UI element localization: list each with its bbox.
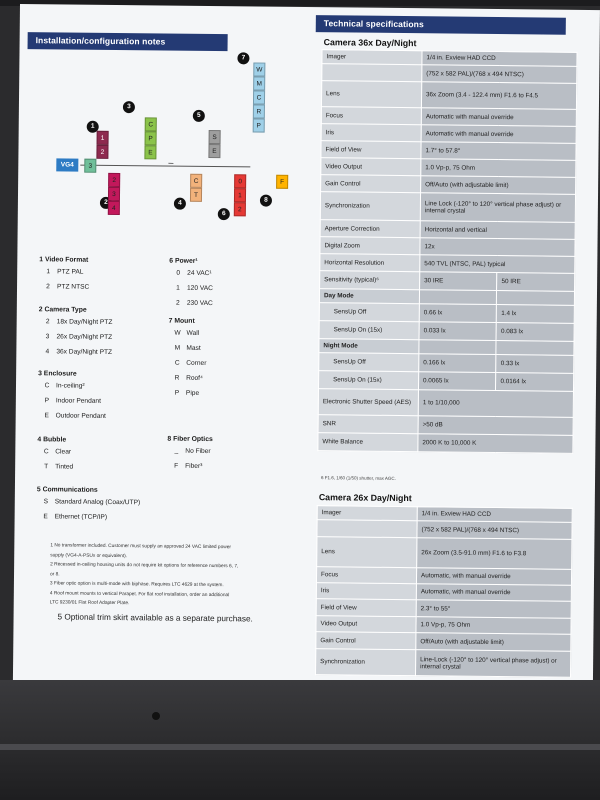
option-code: C bbox=[174, 359, 180, 367]
option-label: Fiber³ bbox=[185, 462, 203, 470]
spec-key: Focus bbox=[321, 107, 421, 125]
spec-key: Imager bbox=[322, 50, 422, 65]
callout-badge-8: 8 bbox=[260, 195, 272, 207]
spec-value-a: 0.0065 lx bbox=[418, 372, 496, 391]
spec-key: Lens bbox=[321, 81, 421, 108]
spec-value: 1/4 in. Exview HAD CCD bbox=[417, 507, 572, 523]
option-label: 36x Day/Night PTZ bbox=[56, 348, 113, 356]
spec-key: Field of View bbox=[316, 599, 416, 617]
spec-value: 1.0 Vp-p, 75 Ohm bbox=[416, 617, 571, 635]
option-label: No Fiber bbox=[185, 447, 211, 456]
spec-key: Digital Zoom bbox=[320, 237, 420, 255]
option-code: 0 bbox=[176, 269, 181, 277]
option-block-2-4: 4 bbox=[108, 201, 120, 215]
option-item bbox=[168, 375, 296, 383]
option-item bbox=[37, 463, 165, 471]
spec-value: 2000 K to 10,000 K bbox=[418, 434, 573, 454]
installation-notes-header: Installation/configuration notes bbox=[28, 32, 228, 51]
option-label: Clear bbox=[55, 448, 72, 456]
option-code: T bbox=[44, 463, 49, 471]
option-block-7-P: P bbox=[253, 118, 265, 132]
option-item bbox=[38, 412, 166, 420]
spec-value: >50 dB bbox=[418, 416, 573, 436]
spec-key: Horizontal Resolution bbox=[320, 254, 420, 272]
webcam-dot bbox=[152, 712, 160, 720]
trim-skirt-note: 5 Optional trim skirt available as a separate purchase. bbox=[57, 612, 253, 624]
option-block-3-E: E bbox=[144, 145, 156, 159]
option-item bbox=[38, 348, 166, 356]
option-block-3-C: C bbox=[145, 117, 157, 131]
option-label: Pipe bbox=[185, 389, 200, 397]
footnote-line: 1 No transformer included. Customer must supply an approved 24 VAC limited power bbox=[50, 543, 232, 551]
spec-value: (752 x 582 PAL)/(768 x 494 NTSC) bbox=[417, 521, 572, 540]
callout-badge-7: 7 bbox=[237, 52, 249, 64]
monitor-bottom-bezel bbox=[0, 680, 600, 800]
spec-value: Off/Auto (with adjustable limit) bbox=[421, 176, 576, 195]
option-group-2 bbox=[38, 306, 167, 364]
option-item bbox=[37, 448, 165, 456]
option-groups bbox=[36, 256, 299, 521]
spec-value-a: 0.66 lx bbox=[419, 304, 497, 323]
option-group-title: 8 Fiber Optics bbox=[167, 435, 213, 444]
option-code: 2 bbox=[45, 318, 50, 326]
spec-key: SensUp On (15x) bbox=[319, 321, 419, 340]
callout-badge-1: 1 bbox=[87, 121, 99, 133]
option-block-1-3: 3 bbox=[84, 159, 96, 173]
spec-key: Sensitivity (typical)⁶ bbox=[320, 271, 420, 290]
laptop-edge bbox=[0, 744, 600, 750]
spec-row bbox=[318, 433, 573, 454]
document-screen bbox=[13, 4, 600, 686]
option-item bbox=[168, 345, 296, 353]
spec-row bbox=[320, 192, 575, 223]
camera-36x-spec-table bbox=[317, 49, 577, 454]
callout-badge-4: 4 bbox=[174, 198, 186, 210]
spec-key: Video Output bbox=[316, 616, 416, 633]
right-column bbox=[293, 7, 600, 686]
option-block-6-1: 1 bbox=[234, 188, 246, 202]
option-item bbox=[38, 333, 166, 341]
option-label: In-ceiling² bbox=[55, 382, 85, 390]
technical-specifications-header: Technical specifications bbox=[316, 15, 566, 35]
base-model-label: VG4 bbox=[56, 158, 78, 171]
spec-value-a bbox=[419, 340, 497, 355]
spec-value: 1/4 in. Exview HAD CCD bbox=[422, 51, 577, 67]
option-group-title: 1 Video Format bbox=[39, 256, 89, 264]
footnote-line: or 8. bbox=[50, 571, 60, 577]
spec-key: SensUp Off bbox=[319, 303, 419, 322]
spec-key: Night Mode bbox=[319, 339, 419, 354]
option-code: C bbox=[44, 382, 50, 390]
option-block-1-2: 2 bbox=[96, 145, 108, 159]
camera-26x-spec-table bbox=[315, 505, 573, 678]
configuration-diagram bbox=[28, 44, 295, 227]
spec-value-b: 0.083 lx bbox=[496, 323, 574, 342]
option-block-2-2: 2 bbox=[108, 173, 120, 187]
option-item bbox=[169, 285, 297, 293]
spec-key: Iris bbox=[321, 124, 421, 142]
option-item bbox=[169, 300, 297, 308]
option-item bbox=[169, 330, 297, 338]
spec-key bbox=[317, 520, 417, 538]
option-label: 18x Day/Night PTZ bbox=[56, 318, 113, 326]
option-label: Outdoor Pendant bbox=[55, 412, 106, 420]
spec-value: Automatic, with manual override bbox=[416, 584, 571, 602]
spec-value-b: 0.33 lx bbox=[496, 355, 574, 374]
spec-key: SensUp Off bbox=[319, 353, 419, 372]
camera-36x-title: Camera 36x Day/Night bbox=[323, 37, 417, 49]
option-code: 4 bbox=[45, 348, 50, 356]
spec-key: White Balance bbox=[318, 433, 418, 452]
option-item bbox=[39, 318, 167, 326]
option-code: P bbox=[174, 389, 180, 397]
option-label: Roof⁴ bbox=[186, 374, 203, 382]
callout-badge-5: 5 bbox=[193, 110, 205, 122]
option-item bbox=[38, 382, 166, 390]
option-group-6 bbox=[169, 258, 298, 316]
option-group-title: 5 Communications bbox=[36, 486, 98, 494]
option-block-8-F: F bbox=[276, 175, 288, 189]
spec-key: Gain Control bbox=[321, 175, 421, 193]
option-label: Tinted bbox=[55, 463, 74, 471]
spec-key: Field of View bbox=[321, 141, 421, 159]
spec-value-a: 30 IRE bbox=[420, 272, 498, 291]
option-code: 3 bbox=[45, 333, 50, 341]
footnote-line: LTC 9230/01 Flat Roof Adapter Plate. bbox=[49, 600, 130, 607]
option-label: Standard Analog (Coax/UTP) bbox=[54, 498, 141, 507]
option-label: Corner bbox=[186, 359, 207, 367]
spec-row bbox=[315, 649, 570, 678]
spec-value: 12x bbox=[420, 238, 575, 257]
spec-value-a: 0.033 lx bbox=[419, 322, 497, 341]
spec-value: 1.7° to 57.8° bbox=[421, 142, 576, 161]
option-label: 24 VAC¹ bbox=[187, 269, 212, 278]
spec-key: Focus bbox=[316, 567, 416, 584]
option-code: E bbox=[44, 412, 49, 420]
option-item bbox=[169, 270, 297, 278]
option-block-5-S: S bbox=[209, 130, 221, 144]
option-block-4-T: T bbox=[190, 188, 202, 202]
spec-row bbox=[317, 537, 572, 570]
spec-value-b bbox=[497, 291, 575, 306]
diagram-separator: – bbox=[168, 157, 174, 168]
spec-key: Lens bbox=[317, 537, 417, 568]
footnote-line: 3 Fiber optic option is multi-mode with biphase. Requires LTC 4629 at the system. bbox=[49, 581, 224, 589]
option-code: 2 bbox=[46, 283, 50, 291]
option-label: 26x Day/Night PTZ bbox=[56, 333, 113, 341]
spec-value-b: 50 IRE bbox=[497, 273, 575, 292]
spec-value: Automatic with manual override bbox=[421, 108, 576, 127]
spec-key: SNR bbox=[318, 415, 418, 434]
option-block-6-2: 2 bbox=[234, 202, 246, 216]
callout-badge-2: 2 bbox=[100, 197, 112, 209]
spec-key: Aperture Correction bbox=[320, 220, 420, 238]
left-column bbox=[13, 4, 305, 683]
option-group-1 bbox=[39, 256, 167, 299]
option-item bbox=[39, 283, 167, 291]
spec-value-b: 1.4 lx bbox=[497, 305, 575, 324]
option-group-4 bbox=[37, 436, 165, 479]
option-group-title: 2 Camera Type bbox=[38, 306, 87, 314]
spec-key: Iris bbox=[316, 583, 416, 600]
option-group-7 bbox=[168, 318, 297, 406]
option-item bbox=[167, 448, 295, 456]
spec-key: Day Mode bbox=[319, 289, 419, 304]
option-code: 1 bbox=[176, 284, 180, 292]
option-code: R bbox=[174, 374, 180, 382]
camera-26x-title: Camera 26x Day/Night bbox=[318, 492, 412, 504]
spec-value-b bbox=[496, 341, 574, 356]
spec-value: 1.0 Vp-p, 75 Ohm bbox=[421, 159, 576, 178]
option-label: Wall bbox=[186, 329, 200, 337]
option-block-7-C: C bbox=[253, 90, 265, 104]
spec-value: Automatic, with manual override bbox=[416, 568, 571, 586]
footnote-line: supply (VG4-A-PSUx or equivalent). bbox=[50, 552, 128, 559]
footnote-line: 4 Roof mount mounts to vertical Parapet. For flat roof installation, order an additional bbox=[49, 590, 230, 598]
option-code: 2 bbox=[175, 299, 180, 307]
option-code: C bbox=[43, 448, 49, 456]
spec-value: 2.3° to 55° bbox=[416, 600, 571, 619]
option-code: W bbox=[174, 329, 181, 337]
spec-value: 36x Zoom (3.4 - 122.4 mm) F1.6 to F4.5 bbox=[421, 82, 576, 110]
option-item bbox=[168, 390, 296, 398]
option-item bbox=[37, 498, 165, 506]
option-code: M bbox=[174, 344, 181, 352]
footnote-line: 2 Recessed in-ceiling housing units do not require kit options for reference numbers 6, 7, bbox=[50, 562, 239, 570]
option-group-title: 7 Mount bbox=[168, 317, 195, 325]
option-block-4-C: C bbox=[190, 174, 202, 188]
spec-value: Off/Auto (with adjustable limit) bbox=[416, 633, 571, 652]
option-block-7-W: W bbox=[253, 62, 265, 76]
spec-key: Video Output bbox=[321, 158, 421, 176]
option-code: F bbox=[174, 462, 179, 470]
option-group-title: 4 Bubble bbox=[37, 436, 67, 444]
spec-value: 26x Zoom (3.5-91.0 mm) F1.6 to F3.8 bbox=[417, 538, 572, 570]
option-item bbox=[167, 463, 295, 471]
spec-value-a bbox=[419, 290, 497, 305]
option-block-6-0: 0 bbox=[234, 174, 246, 188]
option-label: PTZ PAL bbox=[57, 268, 84, 276]
option-block-5-E: E bbox=[208, 144, 220, 158]
option-group-title: 6 Power¹ bbox=[169, 257, 198, 265]
option-label: 120 VAC bbox=[186, 284, 213, 293]
spec-value: 540 TVL (NTSC, PAL) typical bbox=[420, 255, 575, 274]
option-item bbox=[38, 397, 166, 405]
option-group-5 bbox=[37, 486, 165, 529]
spec-row bbox=[321, 81, 576, 110]
option-group-8 bbox=[167, 436, 295, 479]
option-block-7-R: R bbox=[253, 104, 265, 118]
spec-value: Line Lock (-120° to 120° vertical phase adjust) or internal crystal bbox=[420, 193, 575, 223]
callout-badge-6: 6 bbox=[218, 208, 230, 220]
spec-key: SensUp On (15x) bbox=[318, 371, 418, 390]
spec-key bbox=[322, 64, 422, 82]
option-block-7-M: M bbox=[253, 76, 265, 90]
spec-key: Synchronization bbox=[320, 192, 420, 221]
option-label: Mast bbox=[186, 344, 201, 352]
option-code: S bbox=[43, 498, 49, 506]
spec-key: Gain Control bbox=[316, 632, 416, 650]
spec-value: Horizontal and vertical bbox=[420, 221, 575, 240]
option-label: Indoor Pendant bbox=[55, 397, 101, 405]
option-label: 230 VAC bbox=[186, 299, 213, 308]
spec-value: Automatic with manual override bbox=[421, 125, 576, 144]
option-label: PTZ NTSC bbox=[57, 283, 90, 291]
option-code: _ bbox=[174, 447, 179, 455]
option-item bbox=[37, 513, 165, 521]
spec-value: 1 to 1/10,000 bbox=[418, 390, 573, 418]
option-block-3-P: P bbox=[145, 131, 157, 145]
option-code: E bbox=[43, 513, 48, 521]
option-code: P bbox=[44, 397, 50, 405]
option-group-title: 3 Enclosure bbox=[38, 370, 77, 378]
spec-value: (752 x 582 PAL)/(768 x 494 NTSC) bbox=[422, 65, 577, 84]
option-block-2-3: 3 bbox=[108, 187, 120, 201]
option-code: 1 bbox=[46, 268, 51, 276]
option-item bbox=[39, 268, 167, 276]
option-block-1-1: 1 bbox=[97, 131, 109, 145]
spec-value: Line-Lock (-120° to 120° vertical phase adjust) or internal crystal bbox=[415, 650, 570, 678]
option-label: Ethernet (TCP/IP) bbox=[54, 513, 108, 521]
spec-key: Electronic Shutter Speed (AES) bbox=[318, 389, 418, 416]
spec-row bbox=[318, 389, 573, 418]
sensitivity-footnote: 6 F1.6, 1/60 (1/50) shutter, max AGC. bbox=[321, 475, 396, 481]
spec-key: Imager bbox=[317, 506, 417, 521]
spec-value-a: 0.166 lx bbox=[419, 354, 497, 373]
callout-badge-3: 3 bbox=[123, 101, 135, 113]
diagram-connector-line bbox=[80, 165, 250, 168]
option-group-3 bbox=[38, 370, 167, 428]
spec-value-b: 0.0164 lx bbox=[496, 373, 574, 392]
spec-key: Synchronization bbox=[315, 649, 415, 676]
option-item bbox=[168, 360, 296, 368]
